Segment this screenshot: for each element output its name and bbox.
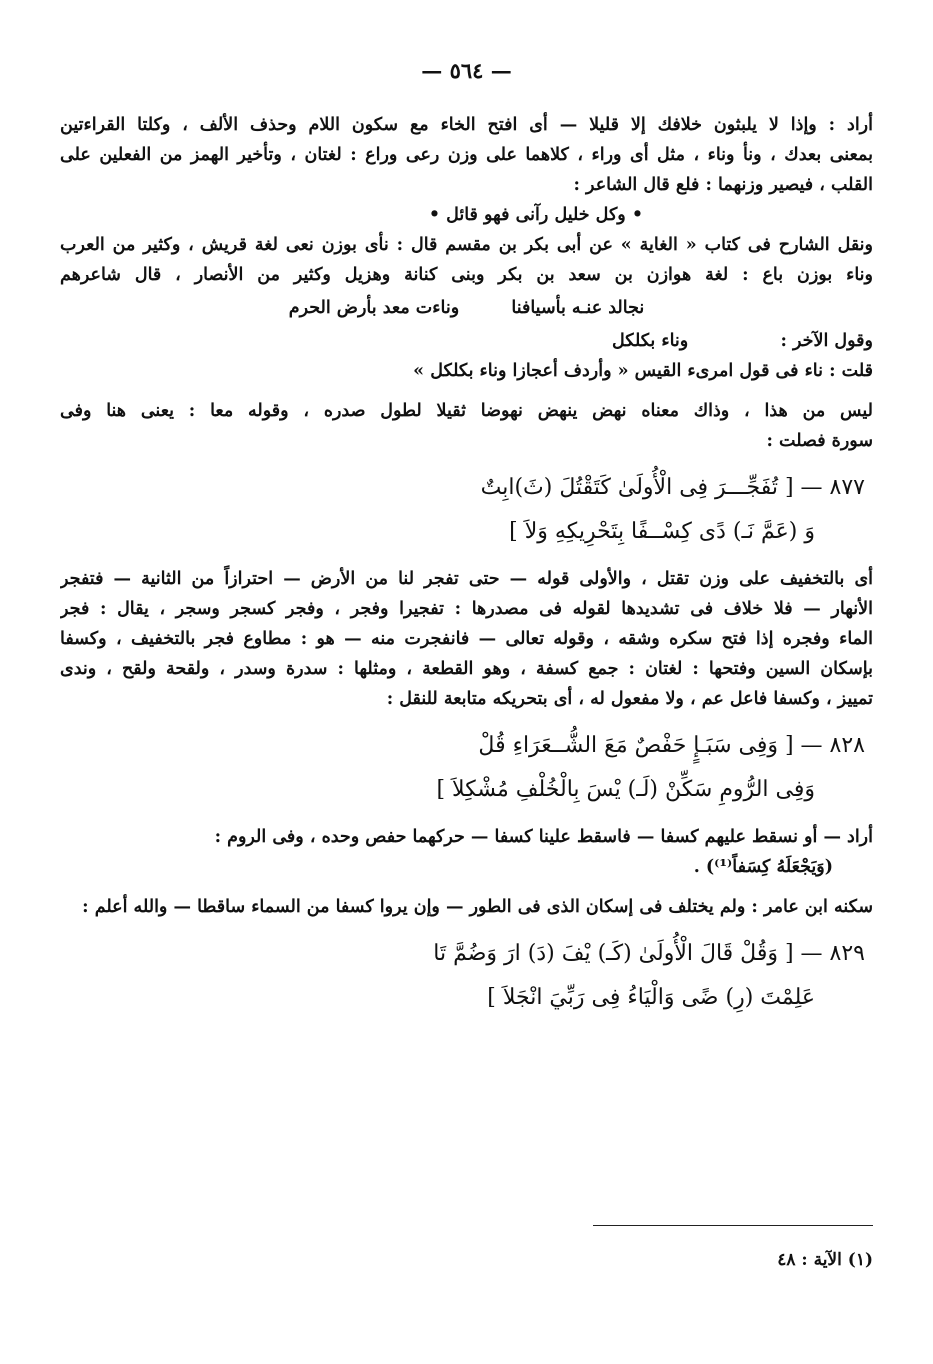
text-line: أراد — أو نسقط عليهم كسفا — فاسقط علينا كسفا — حركهما حفص وحده ، وفى الروم : (214, 827, 873, 847)
page-body (60, 110, 873, 1020)
poem-line: وَ (عَمَّ نَـ) دًى كِسْــفًا بِتَحْرِيكِهِ وَلاَ ] (509, 519, 815, 544)
footnote: (١) الآية : ٤٨ (777, 1250, 873, 1270)
text-line (60, 326, 873, 356)
verse-second-hemistich: وناءت معد بأرض الحرم (288, 298, 460, 318)
text-line: ليس من هذا ، وذاك معناه نهض ينهض نهوضا ثقيلا لطول صدره ، وقوله معا : يعنى هنا وفى (60, 401, 873, 421)
text-fragment: وقول الآخر : (780, 331, 873, 351)
text-line: القلب ، فيصير وزنهما : فلع قال الشاعر : (573, 175, 873, 195)
poem-line: ٨٧٧ — [ تُفَجِّـــرَ فِى الْأُولَىٰ كَتَقْتُلَ (ثَ)ابِتٌ (480, 475, 865, 500)
text-line: وناء بوزن باع : لغة هوازن بن سعد بن بكر وبنى كنانة وهزيل وكثير من الأنصار ، قال شاعرهم (60, 265, 873, 285)
text-line: بإسكان السين وفتحها : لغتان : جمع كسفة ، وهو القطعة ، ومثلها : سدرة وسدر ، ولقحة ولقح ، وندى (60, 659, 873, 679)
text-line: أى بالتخفيف على وزن تقتل ، والأولى قوله — حتى تفجر لنا من الأرض — احترازاً من الثانية — فتفجر (60, 569, 873, 589)
text-line: (وَيَجْعَلَهُ كِسَفاً⁽¹⁾) . (693, 857, 833, 877)
poem-line: ٨٢٨ — [ وَفِى سَبَـإٍ حَفْصٌ مَعَ الشُّــعَرَاءِ قُلْ (478, 733, 865, 758)
text-line: ونقل الشارح فى كتاب « الغاية » عن أبى بكر بن مقسم قال : نأى بوزن نعى لغة قريش ، وكثير من العرب (60, 235, 873, 255)
text-line: أراد : وإذا لا يلبثون خلافك إلا قليلا — أى افتح الخاء مع سكون اللام وحذف الألف ، وكلتا القراءتين (60, 115, 873, 135)
quoted-verse (60, 290, 873, 326)
poem-line: وَفِى الرُّومِ سَكِّنْ (لَـ) يْسَ بِالْخُلْفِ مُشْكِلاَ ] (436, 777, 815, 802)
poem-line: عَلِمْتَ (رِ) ضًى وَالْيَاءُ فِى رَبِّيَ انْجَلاَ ] (487, 985, 815, 1010)
footnote-divider (593, 1225, 873, 1226)
text-line: قلت : ناء فى قول امرىء القيس « وأردف أعجازا وناء بكلكل » (413, 361, 873, 381)
text-line: سورة فصلت : (766, 431, 873, 451)
text-line: بمعنى بعدك ، ونأ وناء ، مثل أى وراء ، كلاهما على وزن رعى وراع : لغتان ، وتأخير الهمز من الفعلين على (60, 145, 873, 165)
text-fragment: وناء بكلكل (612, 331, 689, 351)
poem-828 (60, 724, 873, 812)
text-line: تمييز ، وكسفا فاعل عم ، ولا مفعول له ، أى بتحريكه متابعة للنقل : (386, 689, 873, 709)
quoted-hemistich: • وكل خليل رآنى فهو قائل • (428, 205, 643, 225)
poem-line: ٨٢٩ — [ وَقُلْ قَالَ الْأُولَىٰ (كَـ) يْفَ (دَ) ارَ وَضُمَّ تَا (433, 941, 865, 966)
poem-829 (60, 932, 873, 1020)
text-line: سكنه ابن عامر : ولم يختلف فى إسكان الذى فى الطور — وإن يروا كسفا من السماء ساقطا — والله أعلم : (82, 897, 873, 917)
text-line: الأنهار — فلا خلاف فى تشديدها لقوله فى مصدرها : تفجيرا وفجر ، وفجر كسجر وسجر ، يقال : فجر (60, 599, 873, 619)
page-number: — ٥٦٤ — (421, 58, 512, 83)
verse-first-hemistich: نجالد عنـه بأسيافنا (511, 298, 645, 318)
poem-877 (60, 466, 873, 554)
text-line: الماء وفجره إذا فتح سكره وشقه ، وقوله تعالى — فانفجرت منه — هو : مطاوع فجر بالتخفيف ، وكسفا (60, 629, 873, 649)
